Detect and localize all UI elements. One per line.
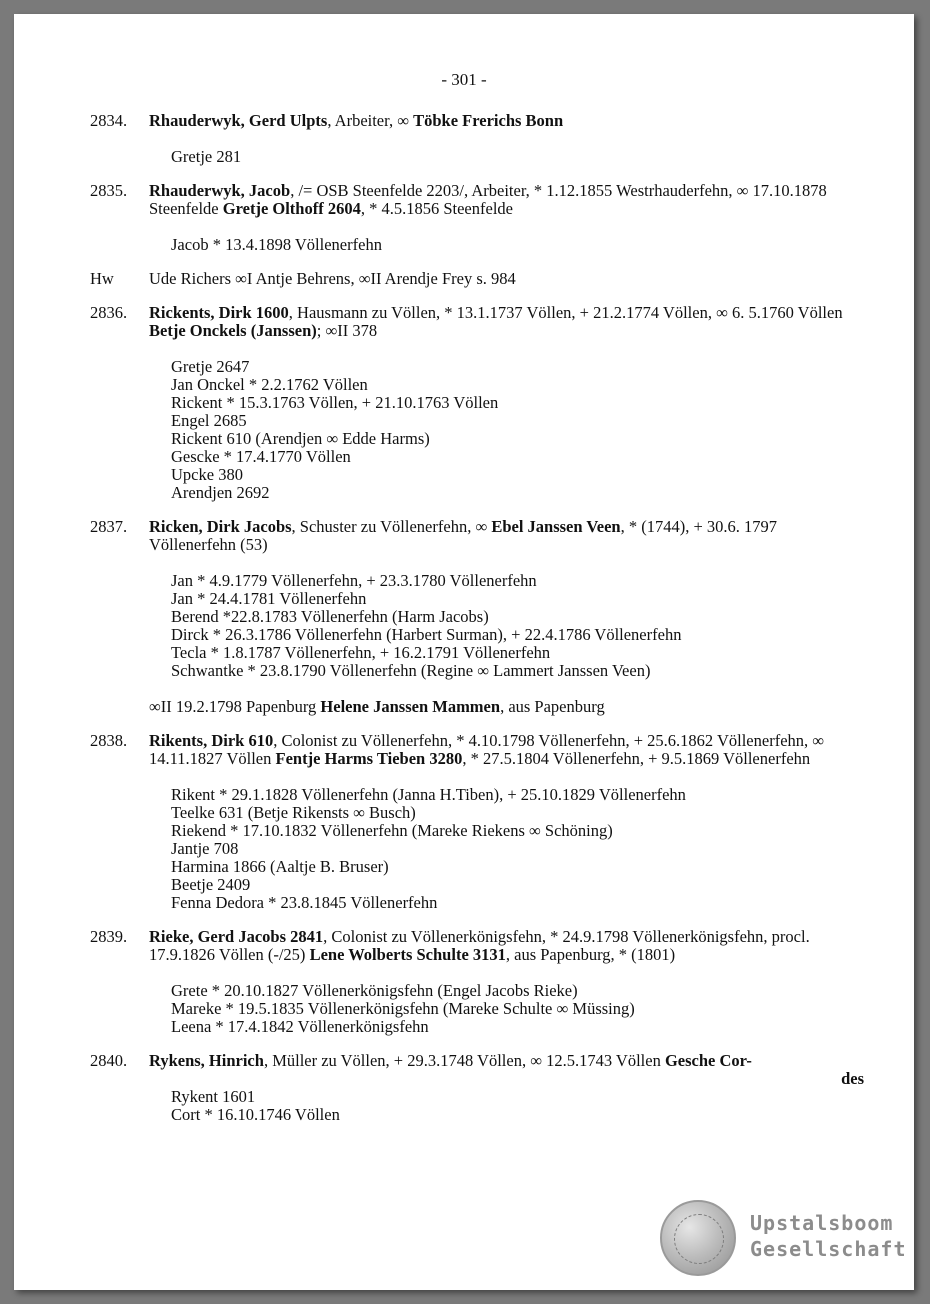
entry-text: ∞II 19.2.1798 Papenburg bbox=[149, 697, 321, 716]
child-item: Rickent * 15.3.1763 Völlen, + 21.10.1763 Völlen bbox=[171, 393, 499, 412]
entry-text: , Hausmann zu Völlen, * 13.1.1737 Völlen, + 21.2.1774 Völlen, ∞ 6. 5.1760 Völlen bbox=[288, 303, 843, 322]
child-item: Engel 2685 bbox=[171, 411, 247, 430]
entry-heading bbox=[149, 112, 864, 130]
child-item: Grete * 20.10.1827 Völlenerkönigsfehn (Engel Jacobs Rieke) bbox=[171, 981, 578, 1000]
person-name: Gesche Cor- bbox=[664, 1051, 752, 1070]
child-item: Cort * 16.10.1746 Völlen bbox=[171, 1105, 340, 1124]
entry-text: , * (1744), + 30.6. 1797 Völlenerfehn (53) bbox=[149, 517, 778, 554]
entry bbox=[14, 518, 914, 716]
document-page bbox=[14, 14, 914, 1290]
child-item: Dirck * 26.3.1786 Völlenerfehn (Harbert Surman), + 22.4.1786 Völlenerfehn bbox=[171, 625, 682, 644]
entry-text: , * 4.5.1856 Steenfelde bbox=[360, 199, 513, 218]
entry-number: 2835. bbox=[90, 181, 128, 200]
person-name: Rickents, Dirk 1600 bbox=[149, 303, 289, 322]
entry-text: , Müller zu Völlen, + 29.3.1748 Völlen, ∞ 12.5.1743 Völlen bbox=[263, 1051, 665, 1070]
genealogy-entries bbox=[14, 112, 914, 1140]
child-item: Upcke 380 bbox=[171, 465, 243, 484]
entry-number: 2840. bbox=[90, 1051, 128, 1070]
second-marriage bbox=[149, 698, 914, 716]
child-item: Harmina 1866 (Aaltje B. Bruser) bbox=[171, 857, 389, 876]
entry-text: , Colonist zu Völlenerfehn, * 4.10.1798 Völlenerfehn, + 25.6.1862 Völlenerfehn, ∞ 14.11.1827 Völlen bbox=[149, 731, 825, 768]
logo-line-1: Upstalsboom bbox=[750, 1211, 894, 1235]
child-item: Gretje 2647 bbox=[171, 357, 250, 376]
child-item: Berend *22.8.1783 Völlenerfehn (Harm Jacobs) bbox=[171, 607, 489, 626]
society-logo bbox=[660, 1200, 907, 1280]
entry-text: Ude Richers ∞I Antje Behrens, ∞II Arendje Frey s. 984 bbox=[149, 269, 516, 288]
heading-continuation: des bbox=[841, 1069, 864, 1088]
entry-text: , /= OSB Steenfelde 2203/, Arbeiter, * 1.12.1855 Westrhauderfehn, ∞ 17.10.1878 Steenfelde bbox=[149, 181, 827, 218]
child-item: Teelke 631 (Betje Rikensts ∞ Busch) bbox=[171, 803, 416, 822]
child-item: Rykent 1601 bbox=[171, 1087, 256, 1106]
logo-text bbox=[750, 1210, 907, 1262]
child-item: Gretje 281 bbox=[171, 147, 242, 166]
child-item: Schwantke * 23.8.1790 Völlenerfehn (Regine ∞ Lammert Janssen Veen) bbox=[171, 661, 651, 680]
entry bbox=[14, 182, 914, 254]
children-list bbox=[171, 572, 914, 680]
entry-text: , Schuster zu Völlenerfehn, ∞ bbox=[291, 517, 492, 536]
entry-heading bbox=[149, 928, 864, 964]
child-item: Beetje 2409 bbox=[171, 875, 251, 894]
person-name: Betje Onckels (Janssen) bbox=[149, 321, 317, 340]
children-list bbox=[171, 148, 914, 166]
child-item: Arendjen 2692 bbox=[171, 483, 270, 502]
entry bbox=[14, 270, 914, 288]
person-name: Rhauderwyk, Jacob bbox=[149, 181, 291, 200]
entry-number: 2837. bbox=[90, 517, 128, 536]
page-number: - 301 - bbox=[441, 70, 487, 89]
children-list bbox=[171, 982, 914, 1036]
entry-number: 2839. bbox=[90, 927, 128, 946]
entry-text: , Arbeiter, ∞ bbox=[327, 111, 414, 130]
entry bbox=[14, 304, 914, 502]
child-item: Jacob * 13.4.1898 Völlenerfehn bbox=[171, 235, 382, 254]
person-name: Helene Janssen Mammen bbox=[320, 697, 501, 716]
entry-number: 2836. bbox=[90, 303, 128, 322]
child-item: Fenna Dedora * 23.8.1845 Völlenerfehn bbox=[171, 893, 438, 912]
child-item: Jan * 4.9.1779 Völlenerfehn, + 23.3.1780 Völlenerfehn bbox=[171, 571, 537, 590]
entry-text: ; ∞II 378 bbox=[316, 321, 378, 340]
child-item: Jantje 708 bbox=[171, 839, 239, 858]
logo-line-2: Gesellschaft bbox=[750, 1237, 907, 1261]
entry bbox=[14, 1052, 914, 1124]
children-list bbox=[171, 358, 914, 502]
entry-number: Hw bbox=[90, 269, 114, 288]
children-list bbox=[171, 786, 914, 912]
person-name: Lene Wolberts Schulte 3131 bbox=[309, 945, 506, 964]
children-list bbox=[171, 1088, 914, 1124]
entry-heading bbox=[149, 304, 864, 340]
entry-heading bbox=[149, 518, 864, 554]
entry-number: 2838. bbox=[90, 731, 128, 750]
entry-text: , * 27.5.1804 Völlenerfehn, + 9.5.1869 Völlenerfehn bbox=[462, 749, 811, 768]
entry bbox=[14, 732, 914, 912]
entry-heading bbox=[149, 732, 864, 768]
child-item: Rikent * 29.1.1828 Völlenerfehn (Janna H.Tiben), + 25.10.1829 Völlenerfehn bbox=[171, 785, 686, 804]
entry-text: , aus Papenburg, * (1801) bbox=[505, 945, 676, 964]
entry bbox=[14, 928, 914, 1036]
child-item: Riekend * 17.10.1832 Völlenerfehn (Mareke Riekens ∞ Schöning) bbox=[171, 821, 613, 840]
children-list bbox=[171, 236, 914, 254]
person-name: Töbke Frerichs Bonn bbox=[413, 111, 564, 130]
person-name: Ebel Janssen Veen bbox=[491, 517, 621, 536]
entry bbox=[14, 112, 914, 166]
person-name: Ricken, Dirk Jacobs bbox=[149, 517, 292, 536]
child-item: Jan * 24.4.1781 Völlenerfehn bbox=[171, 589, 367, 608]
child-item: Leena * 17.4.1842 Völlenerkönigsfehn bbox=[171, 1017, 429, 1036]
person-name: Fentje Harms Tieben 3280 bbox=[275, 749, 463, 768]
child-item: Mareke * 19.5.1835 Völlenerkönigsfehn (Mareke Schulte ∞ Müssing) bbox=[171, 999, 635, 1018]
person-name: Rikents, Dirk 610 bbox=[149, 731, 274, 750]
person-name: Rieke, Gerd Jacobs 2841 bbox=[149, 927, 324, 946]
person-name: Gretje Olthoff 2604 bbox=[222, 199, 361, 218]
entry-heading bbox=[149, 1052, 864, 1070]
entry-heading bbox=[149, 270, 864, 288]
child-item: Gescke * 17.4.1770 Völlen bbox=[171, 447, 351, 466]
person-name: Rhauderwyk, Gerd Ulpts bbox=[149, 111, 328, 130]
entry-heading bbox=[149, 182, 864, 218]
entry-text: , aus Papenburg bbox=[500, 697, 605, 716]
child-item: Jan Onckel * 2.2.1762 Völlen bbox=[171, 375, 368, 394]
seal-icon bbox=[660, 1200, 736, 1276]
entry-text: , Colonist zu Völlenerkönigsfehn, * 24.9.1798 Völlenerkönigsfehn, procl. 17.9.1826 Völlen (-/25) bbox=[149, 927, 810, 964]
person-name: Rykens, Hinrich bbox=[149, 1051, 264, 1070]
entry-number: 2834. bbox=[90, 111, 128, 130]
child-item: Tecla * 1.8.1787 Völlenerfehn, + 16.2.1791 Völlenerfehn bbox=[171, 643, 551, 662]
child-item: Rickent 610 (Arendjen ∞ Edde Harms) bbox=[171, 429, 430, 448]
